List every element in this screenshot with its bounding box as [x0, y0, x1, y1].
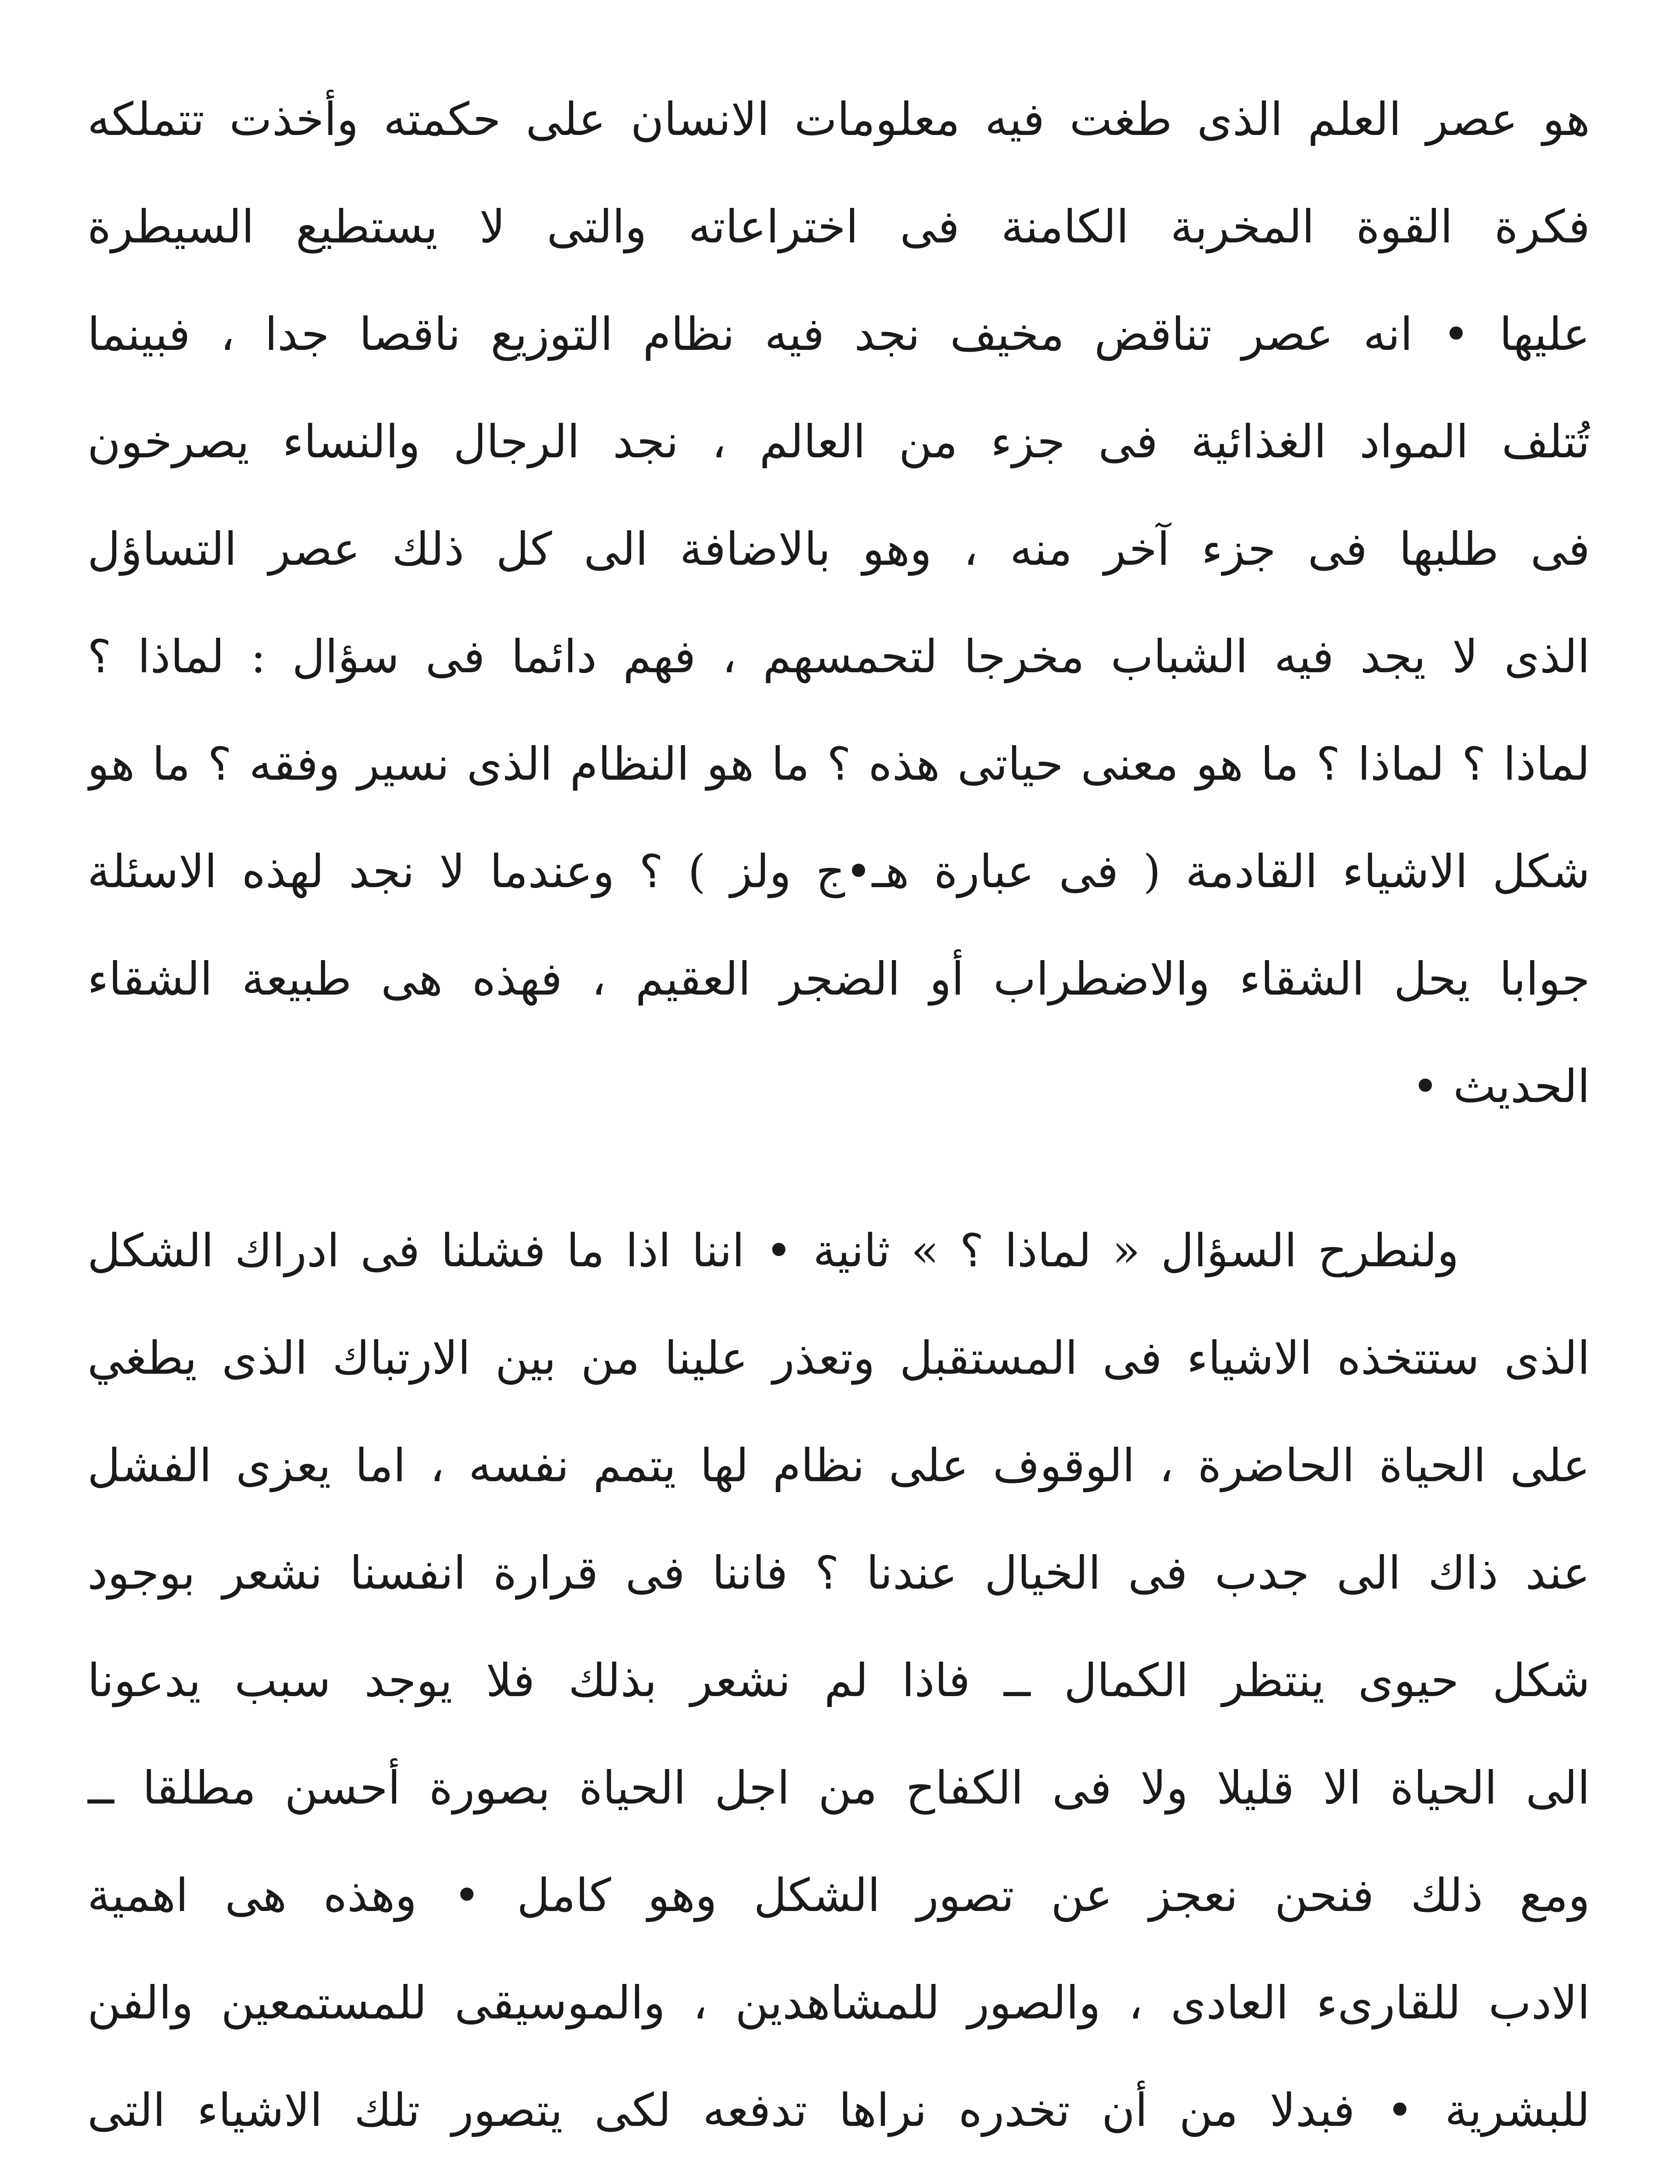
- text-line: جوابا يحل الشقاء والاضطراب أو الضجر العقيم ، فهذه هى طبيعة الشقاء: [87, 952, 1590, 1006]
- text-line: عند ذاك الى جدب فى الخيال عندنا ؟ فاننا فى قرارة انفسنا نشعر بوجود: [87, 1546, 1590, 1600]
- paragraph-spacer: [87, 1140, 1590, 1197]
- text-line: شكل الاشياء القادمة ( فى عبارة هـ•ج ولز ) ؟ وعندما لا نجد لهذه الاسئلة: [87, 845, 1590, 898]
- text-line: ومع ذلك فنحن نعجز عن تصور الشكل وهو كامل • وهذه هى اهمية: [87, 1869, 1590, 1922]
- paragraph-1: [87, 66, 1590, 1140]
- text-line: لماذا ؟ لماذا ؟ ما هو معنى حياتى هذه ؟ ما هو النظام الذى نسير وفقه ؟ ما هو: [87, 737, 1590, 791]
- text-line: شكل حيوى ينتظر الكمال ــ فاذا لم نشعر بذلك فلا يوجد سبب يدعونا: [87, 1654, 1590, 1707]
- text-line: الذى ستتخذه الاشياء فى المستقبل وتعذر علينا من بين الارتباك الذى يطغي: [87, 1331, 1590, 1385]
- body-text: [87, 66, 1590, 2184]
- text-line: [87, 2164, 1590, 2184]
- text-line: الى الحياة الا قليلا ولا فى الكفاح من اجل الحياة بصورة أحسن مطلقا ــ: [87, 1761, 1590, 1814]
- text-line: الحديث •: [1412, 1060, 1590, 1113]
- text-line: الادب للقارىء العادى ، والصور للمشاهدين ، والموسيقى للمستمعين والفن: [87, 1976, 1590, 2029]
- text-line: على الحياة الحاضرة ، الوقوف على نظام لها يتمم نفسه ، اما يعزى الفشل: [87, 1439, 1590, 1492]
- text-line: هو عصر العلم الذى طغت فيه معلومات الانسان على حكمته وأخذت تتملكه: [87, 93, 1590, 146]
- text-line: عليها • انه عصر تناقض مخيف نجد فيه نظام التوزيع ناقصا جدا ، فبينما: [87, 308, 1590, 361]
- text-line: فى طلبها فى جزء آخر منه ، وهو بالاضافة الى كل ذلك عصر التساؤل: [87, 522, 1590, 576]
- text-line: الذى لا يجد فيه الشباب مخرجا لتحمسهم ، فهم دائما فى سؤال : لماذا ؟: [87, 630, 1590, 683]
- text-line: ولنطرح السؤال « لماذا ؟ » ثانية • اننا اذا ما فشلنا فى ادراك الشكل: [87, 1224, 1459, 1277]
- text-line: للبشرية • فبدلا من أن تخدره نراها تدفعه لكى يتصور تلك الاشياء التى: [87, 2084, 1590, 2137]
- text-line: فكرة القوة المخربة الكامنة فى اختراعاته والتى لا يستطيع السيطرة: [87, 200, 1590, 253]
- paragraph-2: [87, 1197, 1590, 2184]
- text-line: تُتلف المواد الغذائية فى جزء من العالم ، نجد الرجال والنساء يصرخون: [87, 415, 1590, 468]
